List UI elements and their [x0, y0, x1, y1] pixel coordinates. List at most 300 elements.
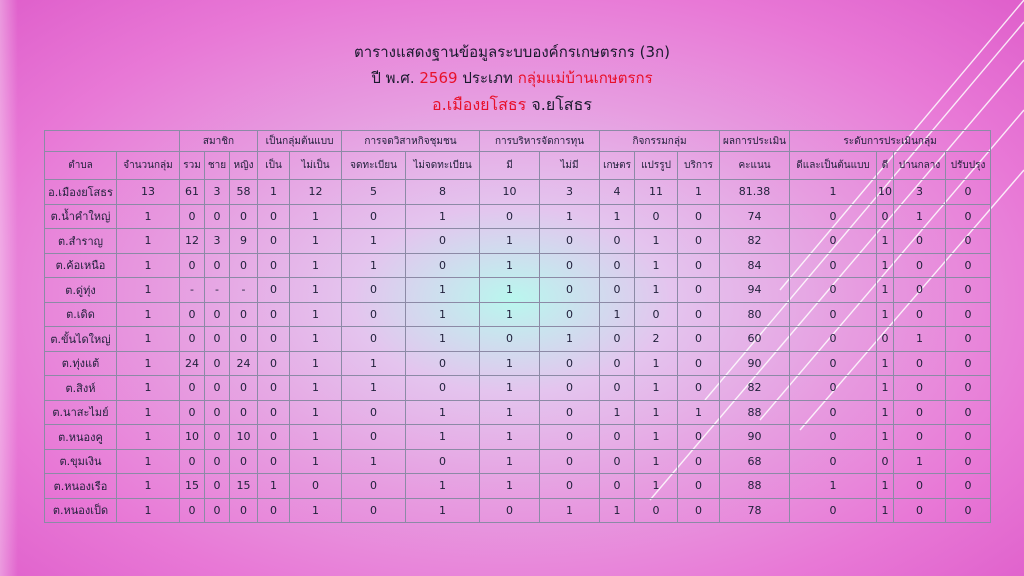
header-group-row — [45, 131, 991, 152]
table-cell: 81.38 — [720, 180, 790, 205]
table-row — [45, 302, 991, 327]
table-cell: 1 — [600, 498, 635, 523]
table-cell: 1 — [635, 425, 678, 450]
table-cell: 0 — [406, 449, 480, 474]
table-cell: 1 — [258, 474, 290, 499]
table-cell: 0 — [205, 449, 230, 474]
table-cell: 0 — [790, 498, 877, 523]
table-cell: 1 — [894, 327, 946, 352]
table-cell: 0 — [406, 376, 480, 401]
table-cell: 10 — [480, 180, 540, 205]
table-cell: 1 — [406, 327, 480, 352]
table-cell: 0 — [894, 474, 946, 499]
table-cell: 0 — [678, 498, 720, 523]
table-cell: 0 — [894, 498, 946, 523]
table-cell: 0 — [406, 351, 480, 376]
table-cell: 24 — [230, 351, 258, 376]
table-cell: 1 — [877, 351, 894, 376]
table-cell: 3 — [205, 180, 230, 205]
district-name: อ.เมืองยโสธร — [432, 95, 527, 114]
table-cell: 0 — [205, 400, 230, 425]
table-cell: 0 — [894, 253, 946, 278]
page-subtitle — [0, 66, 1024, 90]
table-cell: 0 — [946, 498, 991, 523]
location-line — [0, 93, 1024, 118]
table-cell: 1 — [290, 229, 342, 254]
table-cell: 0 — [230, 327, 258, 352]
table-row — [45, 253, 991, 278]
type-prefix: ประเภท — [462, 69, 513, 87]
table-cell: 1 — [480, 376, 540, 401]
col-no-fund: ไม่มี — [540, 152, 600, 180]
table-cell: 1 — [117, 498, 180, 523]
table-cell: 0 — [230, 253, 258, 278]
table-cell: 0 — [258, 351, 290, 376]
table-cell: 10 — [230, 425, 258, 450]
table-cell: 0 — [635, 204, 678, 229]
table-cell: 1 — [290, 204, 342, 229]
table-cell: 1 — [540, 204, 600, 229]
table-cell: 1 — [258, 180, 290, 205]
col-registered: จดทะเบียน — [342, 152, 406, 180]
table-cell: 3 — [540, 180, 600, 205]
table-cell: 1 — [342, 449, 406, 474]
row-subdistrict-cell: ต.ทุ่งแต้ — [45, 351, 117, 376]
table-cell: 1 — [480, 253, 540, 278]
col-service: บริการ — [678, 152, 720, 180]
table-cell: 1 — [406, 498, 480, 523]
table-row — [45, 449, 991, 474]
table-cell: 0 — [946, 425, 991, 450]
row-subdistrict-cell: อ.เมืองยโสธร — [45, 180, 117, 205]
table-cell: 1 — [290, 253, 342, 278]
table-cell: 12 — [290, 180, 342, 205]
table-cell: 0 — [790, 302, 877, 327]
header-column-row — [45, 152, 991, 180]
table-cell: 0 — [258, 449, 290, 474]
table-cell: 1 — [877, 376, 894, 401]
table-row — [45, 204, 991, 229]
table-cell: 0 — [540, 474, 600, 499]
table-cell: 1 — [117, 351, 180, 376]
col-subdistrict: ตำบล — [45, 152, 117, 180]
table-cell: 1 — [290, 425, 342, 450]
table-cell: 1 — [480, 302, 540, 327]
header-fund: การบริหารจัดการทุน — [480, 131, 600, 152]
table-cell: 1 — [635, 229, 678, 254]
table-cell: 1 — [117, 425, 180, 450]
table-cell: 90 — [720, 425, 790, 450]
table-row — [45, 498, 991, 523]
table-cell: 3 — [205, 229, 230, 254]
table-cell: 10 — [180, 425, 205, 450]
table-cell: 0 — [790, 400, 877, 425]
col-good: ดี — [877, 152, 894, 180]
table-cell: 0 — [540, 449, 600, 474]
table-cell: 1 — [894, 449, 946, 474]
table-cell: 0 — [540, 425, 600, 450]
header-evaluation: ผลการประเมิน — [720, 131, 790, 152]
table-cell: 1 — [540, 327, 600, 352]
col-medium: ปานกลาง — [894, 152, 946, 180]
table-cell: 0 — [180, 400, 205, 425]
table-cell: 0 — [258, 302, 290, 327]
table-cell: 0 — [230, 204, 258, 229]
table-cell: 0 — [540, 278, 600, 303]
table-cell: 1 — [117, 229, 180, 254]
table-cell: 0 — [230, 302, 258, 327]
table-cell: 12 — [180, 229, 205, 254]
table-cell: 0 — [678, 327, 720, 352]
row-subdistrict-cell: ต.ขั้นไดใหญ่ — [45, 327, 117, 352]
table-cell: 0 — [230, 498, 258, 523]
header-activity: กิจกรรมกลุ่ม — [600, 131, 720, 152]
table-cell: 0 — [894, 351, 946, 376]
table-cell: 1 — [540, 498, 600, 523]
table-cell: 0 — [790, 376, 877, 401]
table-cell: 1 — [342, 351, 406, 376]
table-cell: 1 — [600, 204, 635, 229]
table-cell: 0 — [678, 253, 720, 278]
table-cell: 1 — [117, 253, 180, 278]
col-excellent: ดีและเป็นต้นแบบ — [790, 152, 877, 180]
table-cell: 0 — [205, 351, 230, 376]
table-cell: 1 — [406, 302, 480, 327]
header-level: ระดับการประเมินกลุ่ม — [790, 131, 991, 152]
table-cell: 0 — [946, 229, 991, 254]
table-cell: 0 — [678, 278, 720, 303]
table-cell: 1 — [480, 425, 540, 450]
table-cell: 0 — [946, 351, 991, 376]
table-cell: 0 — [894, 425, 946, 450]
table-cell: 0 — [678, 425, 720, 450]
table-cell: 0 — [946, 376, 991, 401]
table-cell: 0 — [540, 253, 600, 278]
row-subdistrict-cell: ต.ขุมเงิน — [45, 449, 117, 474]
table-cell: 0 — [406, 253, 480, 278]
table-cell: 1 — [678, 180, 720, 205]
table-cell: 82 — [720, 376, 790, 401]
table-cell: 0 — [258, 327, 290, 352]
table-cell: 90 — [720, 351, 790, 376]
table-cell: 60 — [720, 327, 790, 352]
table-row — [45, 327, 991, 352]
table-cell: 61 — [180, 180, 205, 205]
table-cell: 88 — [720, 474, 790, 499]
col-has-fund: มี — [480, 152, 540, 180]
table-cell: 1 — [600, 400, 635, 425]
table-cell: 0 — [678, 229, 720, 254]
table-cell: 3 — [894, 180, 946, 205]
table-cell: 0 — [205, 376, 230, 401]
table-cell: 0 — [946, 180, 991, 205]
table-cell: 0 — [342, 204, 406, 229]
table-cell: 0 — [600, 425, 635, 450]
table-cell: 0 — [230, 400, 258, 425]
table-row — [45, 376, 991, 401]
table-cell: 0 — [342, 400, 406, 425]
table-cell: 0 — [258, 425, 290, 450]
table-cell: 1 — [480, 351, 540, 376]
table-cell: 0 — [946, 302, 991, 327]
table-cell: 0 — [946, 449, 991, 474]
table-cell: 0 — [342, 327, 406, 352]
table-cell: 0 — [600, 474, 635, 499]
table-cell: 1 — [117, 400, 180, 425]
table-cell: 1 — [635, 449, 678, 474]
table-cell: 1 — [790, 474, 877, 499]
col-male: ชาย — [205, 152, 230, 180]
table-cell: 0 — [342, 302, 406, 327]
row-subdistrict-cell: ต.ดู่ทุ่ง — [45, 278, 117, 303]
table-row — [45, 278, 991, 303]
table-row — [45, 474, 991, 499]
col-not-registered: ไม่จดทะเบียน — [406, 152, 480, 180]
table-cell: 0 — [180, 327, 205, 352]
table-cell: 1 — [117, 278, 180, 303]
table-cell: 5 — [342, 180, 406, 205]
table-cell: 1 — [635, 351, 678, 376]
col-agri: เกษตร — [600, 152, 635, 180]
table-cell: 74 — [720, 204, 790, 229]
col-is-model: เป็น — [258, 152, 290, 180]
table-cell: 8 — [406, 180, 480, 205]
table-cell: 0 — [946, 278, 991, 303]
table-cell: 1 — [406, 425, 480, 450]
table-row — [45, 229, 991, 254]
table-cell: 1 — [406, 204, 480, 229]
table-cell: 0 — [635, 302, 678, 327]
province-name: จ.ยโสธร — [531, 95, 592, 114]
table-cell: 0 — [877, 449, 894, 474]
table-cell: 1 — [290, 376, 342, 401]
row-subdistrict-cell: ต.น้ำคำใหญ่ — [45, 204, 117, 229]
table-cell: 1 — [877, 498, 894, 523]
table-cell: 68 — [720, 449, 790, 474]
table-cell: 0 — [258, 278, 290, 303]
table-cell: 0 — [258, 376, 290, 401]
table-cell: 1 — [290, 498, 342, 523]
table-cell: 1 — [894, 204, 946, 229]
table-cell: 1 — [290, 302, 342, 327]
table-cell: 94 — [720, 278, 790, 303]
table-cell: 0 — [790, 253, 877, 278]
table-cell: 0 — [894, 278, 946, 303]
table-cell: 1 — [117, 302, 180, 327]
col-improve: ปรับปรุง — [946, 152, 991, 180]
table-cell: 0 — [946, 400, 991, 425]
col-not-model: ไม่เป็น — [290, 152, 342, 180]
table-cell: 1 — [635, 376, 678, 401]
row-subdistrict-cell: ต.สำราญ — [45, 229, 117, 254]
table-cell: 15 — [180, 474, 205, 499]
table-cell: 1 — [480, 229, 540, 254]
table-row — [45, 351, 991, 376]
header-empty — [45, 131, 180, 152]
table-cell: 4 — [600, 180, 635, 205]
table-cell: 0 — [290, 474, 342, 499]
table-cell: 0 — [600, 229, 635, 254]
table-cell: 10 — [877, 180, 894, 205]
table-cell: 1 — [635, 278, 678, 303]
table-cell: 1 — [290, 327, 342, 352]
table-cell: 0 — [258, 253, 290, 278]
table-cell: 1 — [342, 229, 406, 254]
table-cell: 1 — [406, 278, 480, 303]
col-group-count: จำนวนกลุ่ม — [117, 152, 180, 180]
table-cell: 0 — [180, 498, 205, 523]
table-cell: 0 — [205, 302, 230, 327]
table-cell: 1 — [635, 253, 678, 278]
table-cell: 0 — [600, 327, 635, 352]
table-cell: - — [205, 278, 230, 303]
header-model: เป็นกลุ่มต้นแบบ — [258, 131, 342, 152]
group-type: กลุ่มแม่บ้านเกษตรกร — [517, 69, 653, 87]
table-cell: 2 — [635, 327, 678, 352]
row-subdistrict-cell: ต.สิงห์ — [45, 376, 117, 401]
table-cell: 0 — [790, 449, 877, 474]
table-cell: 0 — [600, 278, 635, 303]
table-cell: 0 — [678, 302, 720, 327]
table-cell: 0 — [894, 376, 946, 401]
table-row — [45, 180, 991, 205]
year-prefix: ปี พ.ศ. — [371, 69, 415, 87]
table-cell: 0 — [180, 376, 205, 401]
table-cell: 1 — [117, 474, 180, 499]
table-cell: 0 — [230, 376, 258, 401]
table-row — [45, 425, 991, 450]
table-cell: 1 — [877, 253, 894, 278]
table-cell: 24 — [180, 351, 205, 376]
table-row — [45, 400, 991, 425]
table-cell: 0 — [600, 253, 635, 278]
table-cell: 0 — [480, 327, 540, 352]
table-cell: 1 — [635, 474, 678, 499]
table-cell: 58 — [230, 180, 258, 205]
table-cell: 1 — [877, 278, 894, 303]
table-cell: 1 — [290, 449, 342, 474]
table-cell: 0 — [946, 253, 991, 278]
col-total: รวม — [180, 152, 205, 180]
table-cell: 1 — [877, 302, 894, 327]
table-cell: 0 — [230, 449, 258, 474]
table-cell: 9 — [230, 229, 258, 254]
table-cell: 1 — [406, 400, 480, 425]
table-cell: 0 — [790, 278, 877, 303]
table-cell: 82 — [720, 229, 790, 254]
table-cell: 0 — [946, 204, 991, 229]
row-subdistrict-cell: ต.หนองคู — [45, 425, 117, 450]
table-cell: 13 — [117, 180, 180, 205]
table-cell: 0 — [946, 474, 991, 499]
table-cell: 1 — [480, 449, 540, 474]
table-cell: 0 — [540, 400, 600, 425]
header-members: สมาชิก — [180, 131, 258, 152]
table-cell: 1 — [342, 376, 406, 401]
table-cell: 0 — [205, 425, 230, 450]
table-cell: 0 — [258, 204, 290, 229]
table-cell: 0 — [635, 498, 678, 523]
table-cell: 0 — [540, 229, 600, 254]
col-processing: แปรรูป — [635, 152, 678, 180]
table-cell: 0 — [205, 204, 230, 229]
table-cell: 0 — [258, 400, 290, 425]
table-cell: 0 — [790, 327, 877, 352]
table-cell: 0 — [678, 376, 720, 401]
table-cell: 0 — [205, 327, 230, 352]
table-cell: 0 — [790, 229, 877, 254]
table-cell: 0 — [258, 498, 290, 523]
data-table — [44, 130, 991, 523]
table-cell: 0 — [205, 498, 230, 523]
table-cell: 0 — [180, 253, 205, 278]
table-cell: 0 — [258, 229, 290, 254]
table-cell: 0 — [678, 449, 720, 474]
row-subdistrict-cell: ต.หนองเรือ — [45, 474, 117, 499]
table-cell: 1 — [877, 400, 894, 425]
table-cell: 0 — [342, 278, 406, 303]
table-cell: 0 — [540, 302, 600, 327]
table-cell: 0 — [790, 425, 877, 450]
table-cell: 1 — [342, 253, 406, 278]
col-female: หญิง — [230, 152, 258, 180]
table-cell: 0 — [678, 204, 720, 229]
table-cell: 0 — [877, 204, 894, 229]
table-cell: 0 — [790, 204, 877, 229]
table-cell: 11 — [635, 180, 678, 205]
header-registration: การจดวิสาหกิจชุมชน — [342, 131, 480, 152]
table-cell: 0 — [480, 204, 540, 229]
table-cell: 1 — [117, 204, 180, 229]
table-cell: - — [180, 278, 205, 303]
table-cell: 0 — [678, 474, 720, 499]
table-cell: 0 — [894, 229, 946, 254]
table-cell: 0 — [894, 400, 946, 425]
table-cell: 0 — [180, 204, 205, 229]
row-subdistrict-cell: ต.หนองเป็ด — [45, 498, 117, 523]
table-cell: 1 — [480, 474, 540, 499]
row-subdistrict-cell: ต.ค้อเหนือ — [45, 253, 117, 278]
table-cell: 1 — [480, 278, 540, 303]
table-cell: 0 — [540, 351, 600, 376]
table-cell: 1 — [635, 400, 678, 425]
table-cell: 1 — [117, 327, 180, 352]
table-cell: 1 — [790, 180, 877, 205]
table-cell: 0 — [540, 376, 600, 401]
table-cell: 0 — [600, 376, 635, 401]
row-subdistrict-cell: ต.เดิด — [45, 302, 117, 327]
table-cell: 0 — [205, 253, 230, 278]
table-cell: 0 — [342, 498, 406, 523]
table-cell: 0 — [946, 327, 991, 352]
page-title: ตารางแสดงฐานข้อมูลระบบองค์กรเกษตรกร (3ก) — [354, 43, 670, 61]
table-cell: 0 — [205, 474, 230, 499]
table-cell: 0 — [678, 351, 720, 376]
table-cell: 0 — [600, 351, 635, 376]
table-cell: 1 — [117, 376, 180, 401]
year-value: 2569 — [419, 69, 458, 87]
col-score: คะแนน — [720, 152, 790, 180]
table-cell: 0 — [894, 302, 946, 327]
table-cell: 1 — [877, 474, 894, 499]
table-cell: - — [230, 278, 258, 303]
table-cell: 1 — [406, 474, 480, 499]
table-cell: 1 — [290, 400, 342, 425]
table-cell: 88 — [720, 400, 790, 425]
table-cell: 1 — [290, 351, 342, 376]
table-cell: 0 — [877, 327, 894, 352]
table-cell: 80 — [720, 302, 790, 327]
